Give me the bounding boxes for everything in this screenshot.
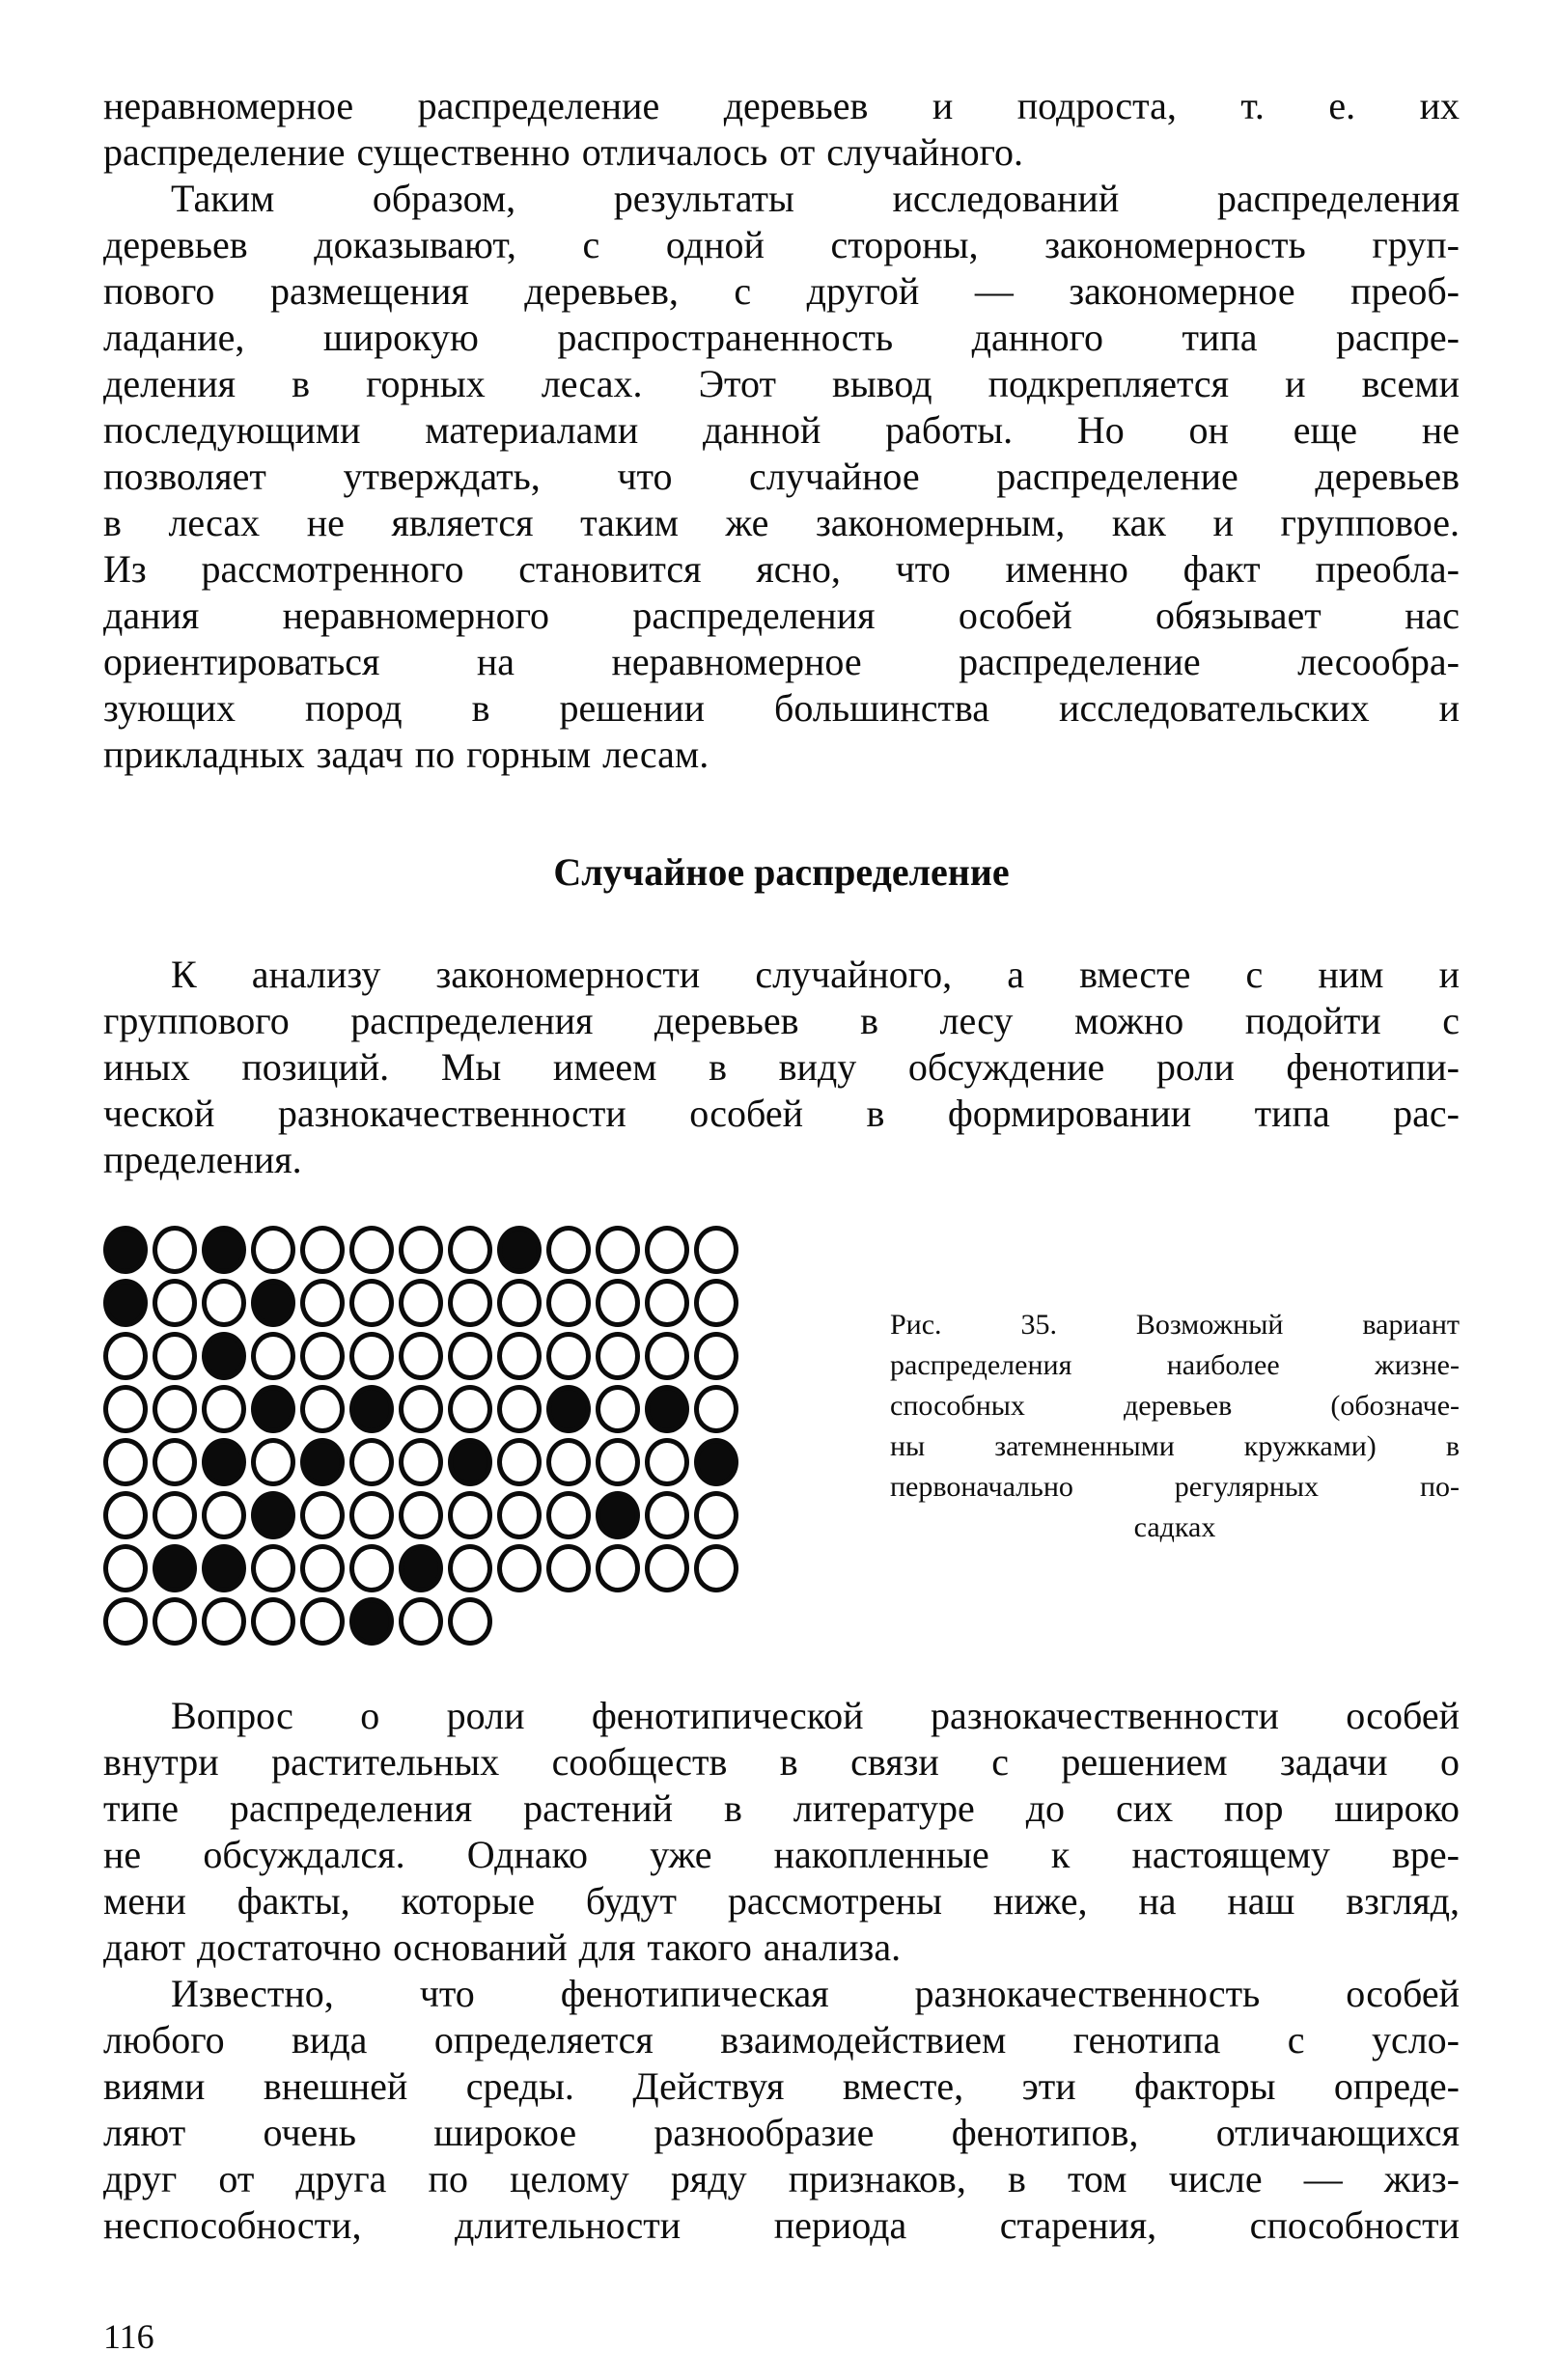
text-line: садках — [1133, 1511, 1216, 1543]
open-circle — [596, 1544, 640, 1592]
open-circle — [399, 1438, 443, 1486]
open-circle — [546, 1226, 591, 1274]
open-circle — [153, 1491, 197, 1539]
open-circle — [202, 1597, 246, 1646]
text-line: не обсуждался. Однако уже накопленные к настоящему вре- — [103, 1833, 1460, 1876]
filled-circle — [202, 1544, 246, 1592]
open-circle — [546, 1438, 591, 1486]
open-circle — [251, 1544, 295, 1592]
open-circle — [399, 1332, 443, 1380]
open-circle — [448, 1597, 492, 1646]
open-circle — [448, 1332, 492, 1380]
text-line: ориентироваться на неравномерное распределение лесообра- — [103, 640, 1460, 683]
open-circle — [300, 1597, 345, 1646]
open-circle — [448, 1385, 492, 1433]
open-circle — [645, 1491, 689, 1539]
filled-circle — [251, 1279, 295, 1327]
circle-row — [103, 1385, 738, 1433]
circle-row — [103, 1226, 738, 1274]
paragraph-4 — [103, 1693, 1460, 1971]
text-line: неспособности, длительности периода старения, способности — [103, 2203, 1460, 2247]
filled-circle — [399, 1544, 443, 1592]
text-line: ладание, широкую распространенность данного типа распре- — [103, 316, 1460, 359]
text-line: виями внешней среды. Действуя вместе, эти факторы опреде- — [103, 2064, 1460, 2108]
open-circle — [596, 1226, 640, 1274]
text-line: распределения наиболее жизне- — [890, 1349, 1460, 1381]
filled-circle — [103, 1226, 148, 1274]
filled-circle — [202, 1226, 246, 1274]
text-line: Вопрос о роли фенотипической разнокачественности особей — [171, 1694, 1460, 1737]
open-circle — [596, 1385, 640, 1433]
filled-circle — [300, 1438, 345, 1486]
paragraph-2 — [103, 176, 1460, 778]
paragraph-5 — [103, 1971, 1460, 2249]
open-circle — [251, 1438, 295, 1486]
circle-row — [103, 1491, 738, 1539]
open-circle — [694, 1544, 738, 1592]
text-line: деления в горных лесах. Этот вывод подкрепляется и всеми — [103, 362, 1460, 405]
paragraph-3 — [103, 952, 1460, 1183]
filled-circle — [153, 1544, 197, 1592]
text-line: прикладных задач по горным лесам. — [103, 733, 709, 776]
filled-circle — [202, 1438, 246, 1486]
open-circle — [349, 1438, 394, 1486]
text-line: ляют очень широкое разнообразие фенотипов, отличающихся — [103, 2111, 1460, 2154]
filled-circle — [596, 1491, 640, 1539]
open-circle — [153, 1385, 197, 1433]
open-circle — [399, 1597, 443, 1646]
text-line: пределения. — [103, 1138, 302, 1181]
open-circle — [645, 1332, 689, 1380]
open-circle — [349, 1226, 394, 1274]
text-line: типе распределения растений в литературе до сих пор широко — [103, 1786, 1460, 1830]
filled-circle — [694, 1438, 738, 1486]
open-circle — [153, 1279, 197, 1327]
open-circle — [497, 1385, 542, 1433]
open-circle — [103, 1544, 148, 1592]
filled-circle — [645, 1385, 689, 1433]
text-line: группового распределения деревьев в лесу можно подойти с — [103, 999, 1460, 1042]
open-circle — [202, 1385, 246, 1433]
text-line: распределение существенно отличалось от случайного. — [103, 130, 1024, 174]
figure-35 — [103, 1212, 1460, 1650]
open-circle — [497, 1332, 542, 1380]
open-circle — [694, 1491, 738, 1539]
text-line: в лесах не является таким же закономерным, как и групповое. — [103, 501, 1460, 544]
open-circle — [300, 1491, 345, 1539]
text-line: дают достаточно оснований для такого анализа. — [103, 1925, 902, 1969]
text-line: ческой разнокачественности особей в формировании типа рас- — [103, 1092, 1460, 1135]
open-circle — [497, 1438, 542, 1486]
open-circle — [300, 1385, 345, 1433]
open-circle — [546, 1491, 591, 1539]
open-circle — [694, 1226, 738, 1274]
open-circle — [694, 1279, 738, 1327]
text-line: неравномерное распределение деревьев и подроста, т. е. их — [103, 84, 1460, 127]
text-line: мени факты, которые будут рассмотрены ниже, на наш взгляд, — [103, 1879, 1460, 1923]
paragraph-continuation — [103, 83, 1460, 176]
text-line: зующих пород в решении большинства исследовательских и — [103, 686, 1460, 730]
open-circle — [349, 1544, 394, 1592]
filled-circle — [251, 1385, 295, 1433]
open-circle — [349, 1491, 394, 1539]
text-line: иных позиций. Мы имеем в виду обсуждение роли фенотипи- — [103, 1045, 1460, 1089]
text-line: деревьев доказывают, с одной стороны, закономерность груп- — [103, 223, 1460, 266]
open-circle — [399, 1226, 443, 1274]
open-circle — [448, 1544, 492, 1592]
open-circle — [497, 1544, 542, 1592]
open-circle — [546, 1332, 591, 1380]
open-circle — [202, 1491, 246, 1539]
circle-row — [103, 1438, 738, 1486]
circle-row — [103, 1544, 738, 1592]
open-circle — [300, 1279, 345, 1327]
filled-circle — [497, 1226, 542, 1274]
open-circle — [546, 1279, 591, 1327]
open-circle — [153, 1438, 197, 1486]
text-line: пового размещения деревьев, с другой — закономерное преоб- — [103, 269, 1460, 313]
filled-circle — [546, 1385, 591, 1433]
open-circle — [300, 1226, 345, 1274]
text-line: друг от друга по целому ряду признаков, в том числе — жиз- — [103, 2157, 1460, 2200]
open-circle — [497, 1279, 542, 1327]
open-circle — [103, 1385, 148, 1433]
open-circle — [448, 1226, 492, 1274]
text-line: Известно, что фенотипическая разнокачественность особей — [171, 1972, 1460, 2015]
open-circle — [448, 1491, 492, 1539]
open-circle — [153, 1597, 197, 1646]
circle-row — [103, 1279, 738, 1327]
text-line: способных деревьев (обозначе- — [890, 1390, 1460, 1422]
open-circle — [103, 1438, 148, 1486]
open-circle — [497, 1491, 542, 1539]
text-line: Из рассмотренного становится ясно, что именно факт преобла- — [103, 547, 1460, 591]
text-line: ны затемненными кружками) в — [890, 1430, 1460, 1462]
filled-circle — [251, 1491, 295, 1539]
open-circle — [448, 1279, 492, 1327]
open-circle — [645, 1226, 689, 1274]
open-circle — [251, 1226, 295, 1274]
open-circle — [153, 1226, 197, 1274]
text-line: Рис. 35. Возможный вариант — [890, 1309, 1460, 1341]
filled-circle — [103, 1279, 148, 1327]
open-circle — [694, 1385, 738, 1433]
open-circle — [645, 1438, 689, 1486]
text-line: К анализу закономерности случайного, а вместе с ним и — [171, 953, 1460, 996]
open-circle — [694, 1332, 738, 1380]
open-circle — [300, 1332, 345, 1380]
open-circle — [251, 1597, 295, 1646]
page-number: 116 — [103, 2317, 154, 2356]
figure-35-caption — [890, 1212, 1460, 1650]
open-circle — [546, 1544, 591, 1592]
open-circle — [103, 1597, 148, 1646]
circle-row — [103, 1332, 738, 1380]
filled-circle — [349, 1597, 394, 1646]
text-line: последующими материалами данной работы. Но он еще не — [103, 408, 1460, 452]
open-circle — [645, 1544, 689, 1592]
open-circle — [596, 1438, 640, 1486]
open-circle — [645, 1279, 689, 1327]
open-circle — [103, 1491, 148, 1539]
open-circle — [153, 1332, 197, 1380]
text-line: позволяет утверждать, что случайное распределение деревьев — [103, 455, 1460, 498]
text-line: внутри растительных сообществ в связи с решением задачи о — [103, 1740, 1460, 1784]
figure-35-grid — [103, 1212, 738, 1650]
open-circle — [349, 1279, 394, 1327]
text-line: любого вида определяется взаимодействием генотипа с усло- — [103, 2018, 1460, 2062]
open-circle — [251, 1332, 295, 1380]
filled-circle — [448, 1438, 492, 1486]
open-circle — [399, 1279, 443, 1327]
open-circle — [596, 1332, 640, 1380]
open-circle — [399, 1385, 443, 1433]
open-circle — [596, 1279, 640, 1327]
text-line: Таким образом, результаты исследований распределения — [171, 177, 1460, 220]
open-circle — [300, 1544, 345, 1592]
text-line: первоначально регулярных по- — [890, 1471, 1460, 1503]
open-circle — [399, 1491, 443, 1539]
text-line: дания неравномерного распределения особей обязывает нас — [103, 594, 1460, 637]
open-circle — [349, 1332, 394, 1380]
circle-row — [103, 1597, 738, 1646]
filled-circle — [202, 1332, 246, 1380]
open-circle — [202, 1279, 246, 1327]
filled-circle — [349, 1385, 394, 1433]
section-heading: Случайное распределение — [553, 850, 1010, 894]
open-circle — [103, 1332, 148, 1380]
